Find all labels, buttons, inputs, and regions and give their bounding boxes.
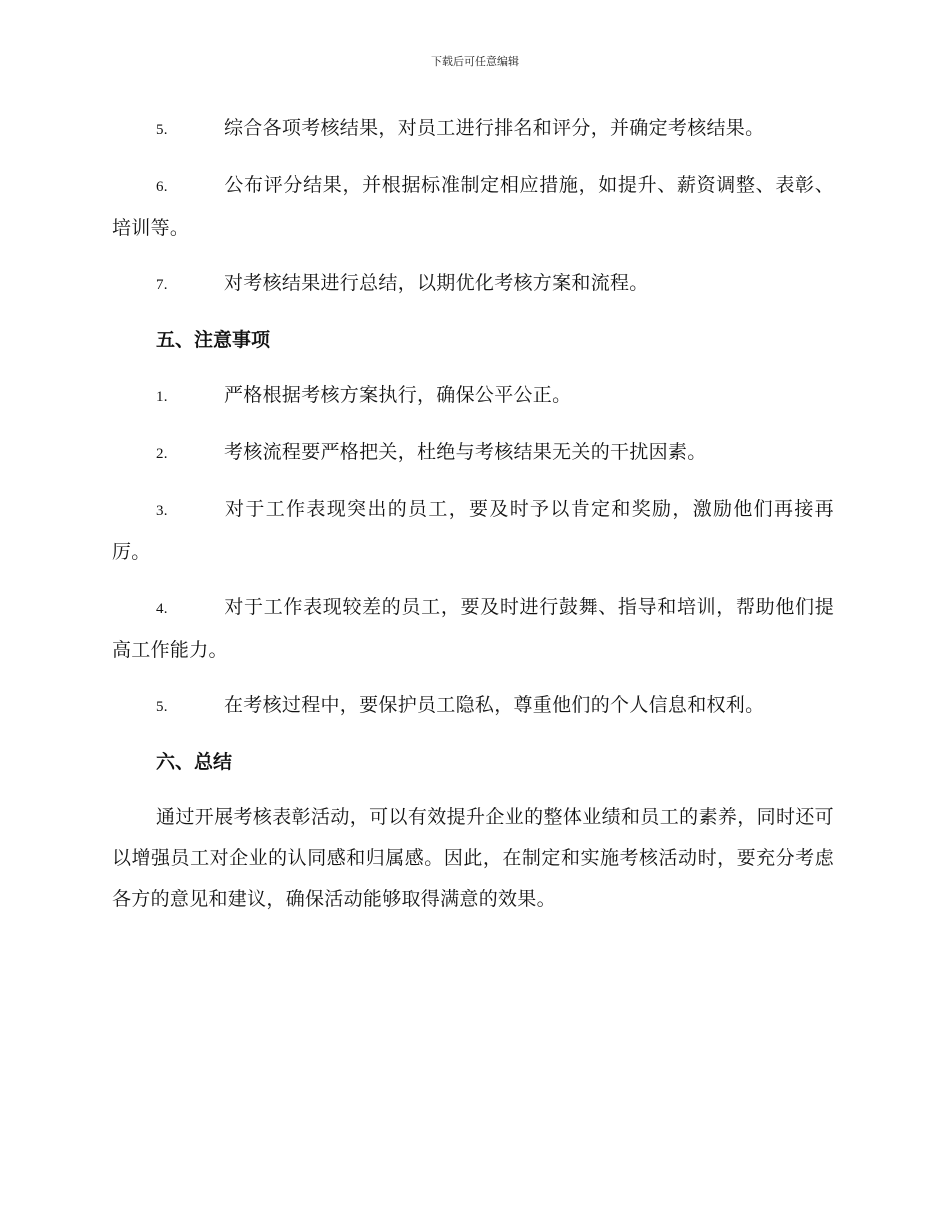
list-item [112,263,834,306]
list-number: 5. [156,122,168,138]
summary-paragraph: 通过开展考核表彰活动，可以有效提升企业的整体业绩和员工的素养，同时还可以增强员工对企业的认同感和归属感。因此，在制定和实施考核活动时，要充分考虑各方的意见和建议，确保活动能够取得满意的效果。 [112,806,834,910]
list-number: 2. [156,446,168,462]
list-item [112,432,834,475]
document-body [112,108,834,920]
list-item [112,489,834,573]
list-number: 1. [156,389,168,405]
list-item [112,685,834,728]
list-text: 考核流程要严格把关，杜绝与考核结果无关的干扰因素。 [224,441,707,463]
list-text: 对于工作表现突出的员工，要及时予以肯定和奖励，激励他们再接再厉。 [112,498,834,563]
list-number: 4. [156,601,168,617]
list-text: 严格根据考核方案执行，确保公平公正。 [224,384,572,406]
list-text: 公布评分结果，并根据标准制定相应措施，如提升、薪资调整、表彰、培训等。 [112,174,834,239]
page-header: 下载后可任意编辑 [431,55,519,68]
list-text: 对考核结果进行总结，以期优化考核方案和流程。 [224,272,649,294]
list-text: 对于工作表现较差的员工，要及时进行鼓舞、指导和培训，帮助他们提高工作能力。 [112,596,834,661]
list-number: 6. [156,179,168,195]
section-heading-summary: 六、总结 [156,751,233,773]
list-number: 3. [156,503,168,519]
list-text: 综合各项考核结果，对员工进行排名和评分，并确定考核结果。 [224,117,765,139]
list-number: 7. [156,277,168,293]
list-item [112,108,834,151]
section-heading-notes: 五、注意事项 [156,329,271,351]
notes-list [112,375,834,728]
list-item [112,587,834,671]
list-item [112,375,834,418]
list-number: 5. [156,699,168,715]
list-item [112,165,834,249]
procedure-list [112,108,834,306]
list-text: 在考核过程中，要保护员工隐私，尊重他们的个人信息和权利。 [224,694,765,716]
